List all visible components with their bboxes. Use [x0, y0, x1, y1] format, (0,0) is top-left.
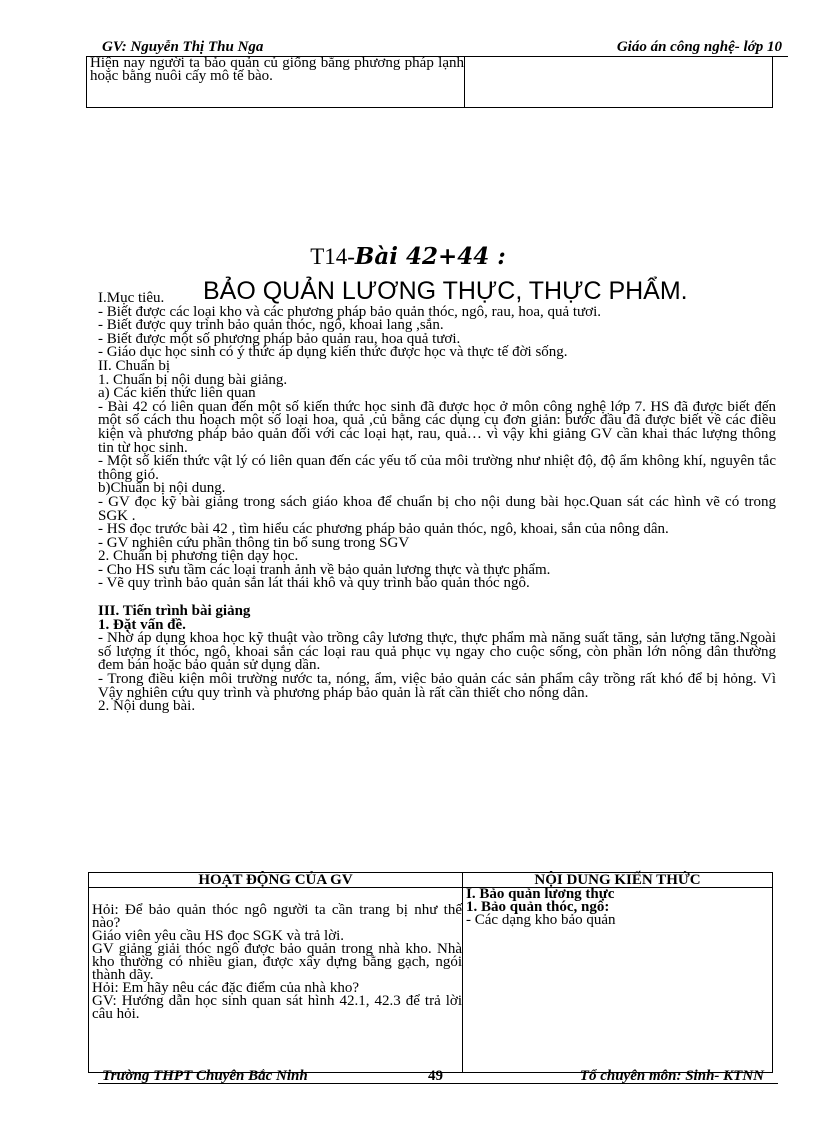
body-paragraph: - Vẽ quy trình bảo quản sắn lát thái khô và quy trình bảo quản thóc ngô.	[98, 575, 530, 592]
body-paragraph: - GV đọc kỹ bài giảng trong sách giáo khoa để chuẩn bị cho nội dung bài học.Quan sát các hình vẽ có trong SGK .	[98, 493, 776, 524]
section-preparation-heading: II. Chuẩn bị	[98, 357, 171, 374]
section-objectives-heading: I.Mục tiêu.	[98, 290, 165, 306]
body-paragraph: - Nhờ áp dụng khoa học kỹ thuật vào trồng cây lương thực, thực phẩm mà năng suất tăng, sản lượng tăng.Ngoài số lượng ít thóc, ngô, khoai sắn các loại rau quả phục vụ ngay cho cuộc sống, còn phần lớn nông dân thường đem bán hoặc bảo quản sử dụng dần.	[98, 630, 776, 674]
body-paragraph: - HS đọc trước bài 42 , tìm hiểu các phương pháp bảo quản thóc, ngô, khoai, sắn của nông dân.	[98, 521, 669, 538]
lesson-number-title	[0, 244, 816, 270]
page-number: 49	[428, 1068, 443, 1084]
teacher-line: Hỏi: Để bảo quản thóc ngô người ta cần trang bị như thế nào?	[92, 902, 462, 931]
subsection-heading: 1. Chuẩn bị nội dung bài giảng.	[98, 371, 288, 388]
lesson-code: Bài 42+44 :	[354, 243, 506, 270]
footer-school: Trường THPT Chuyên Bắc Ninh	[102, 1068, 308, 1084]
subsection-heading: a) Các kiến thức liên quan	[98, 385, 256, 402]
lesson-number: T14-	[310, 244, 355, 269]
lesson-table	[88, 872, 773, 1073]
objective-item: - Biết được các loại kho và các phương pháp bảo quản thóc, ngô, rau, hoa, quả tươi.	[98, 303, 602, 320]
body-paragraph: - Cho HS sưu tầm các loại tranh ảnh về bảo quản lương thực và thực phẩm.	[98, 561, 551, 578]
teacher-line: GV giảng giải thóc ngô được bảo quản trong nhà kho. Nhà kho thường có nhiều gian, được xây dựng bằng gạch, ngói thành dãy.	[92, 941, 462, 983]
teacher-line: Giáo viên yêu cầu HS đọc SGK và trả lời.	[92, 928, 345, 944]
subsection-heading: 2. Chuẩn bị phương tiện dạy học.	[98, 548, 299, 565]
objective-item: - Biết được quy trình bảo quản thóc, ngô, khoai lang ,sắn.	[98, 317, 444, 334]
section-process-heading: III. Tiến trình bài giảng	[98, 603, 251, 620]
subsection-heading: b)Chuẩn bị nội dung.	[98, 480, 226, 497]
page-footer	[98, 1069, 778, 1084]
body-paragraph: - Bài 42 có liên quan đến một số kiến thức học sinh đã được học ở môn công nghệ lớp 7. HS đã được biết đến một số cách thu hoạch một số loại hoa, quả ,củ bằng các dụng cụ đơn giản: bước đầu đã được biết về các điều kiện và phương pháp bảo quản đối với các loại hạt, rau, quả… vì vậy khi giảng GV cần khai thác lượng thông tin từ học sinh.	[98, 398, 776, 456]
teacher-activity-cell	[89, 888, 463, 1073]
content-heading: I. Bảo quản lương thực	[466, 886, 615, 902]
continued-table	[86, 56, 773, 108]
footer-department: Tổ chuyên môn: Sinh- KTNN	[579, 1068, 764, 1084]
knowledge-content-cell	[463, 888, 773, 1073]
teacher-line: GV: Hướng dẫn học sinh quan sát hình 42.1, 42.3 để trả lời câu hỏi.	[92, 993, 462, 1022]
body-paragraph: - Trong điều kiện môi trường nước ta, nóng, ẩm, việc bảo quản các sản phẩm cây trồng rất khó để bị hỏng. Vì Vậy nghiên cứu quy trình và phương pháp bảo quản là rất cần thiết cho nông dân.	[98, 671, 776, 701]
lesson-body	[98, 292, 776, 714]
header-subject: Giáo án công nghệ- lớp 10	[616, 39, 782, 55]
objective-item: - Giáo dục học sinh có ý thức áp dụng kiến thức được học và thực tế đời sống.	[98, 344, 568, 361]
lesson-main-title: BẢO QUẢN LƯƠNG THỰC, THỰC PHẨM.	[203, 277, 688, 305]
content-line: - Các dạng kho bảo quản	[466, 912, 616, 928]
subsection-heading: 1. Đặt vấn đề.	[98, 616, 186, 633]
subsection-heading: 2. Nội dung bài.	[98, 698, 196, 715]
continued-table-left-cell: Hiện nay người ta bảo quản củ giống bằng phương pháp lạnh hoặc bằng nuôi cấy mô tế bào.	[87, 57, 465, 108]
body-paragraph: - Một số kiến thức vật lý có liên quan đến các yếu tố của môi trường như nhiệt độ, độ ẩm không khí, nguyên tắc thông gió.	[98, 453, 776, 483]
content-subheading: 1. Bảo quản thóc, ngô:	[466, 899, 610, 915]
teacher-line: Hỏi: Em hãy nêu các đặc điểm của nhà kho?	[92, 980, 359, 996]
column-header-content: NỘI DUNG KIẾN THỨC	[463, 873, 773, 888]
continued-table-right-cell	[465, 57, 773, 108]
objective-item: - Biết được một số phương pháp bảo quản rau, hoa quả tươi.	[98, 330, 461, 347]
body-paragraph: - GV nghiên cứu phần thông tin bổ sung trong SGV	[98, 534, 410, 551]
header-author: GV: Nguyễn Thị Thu Nga	[102, 39, 264, 55]
column-header-teacher: HOẠT ĐỘNG CỦA GV	[89, 873, 463, 888]
